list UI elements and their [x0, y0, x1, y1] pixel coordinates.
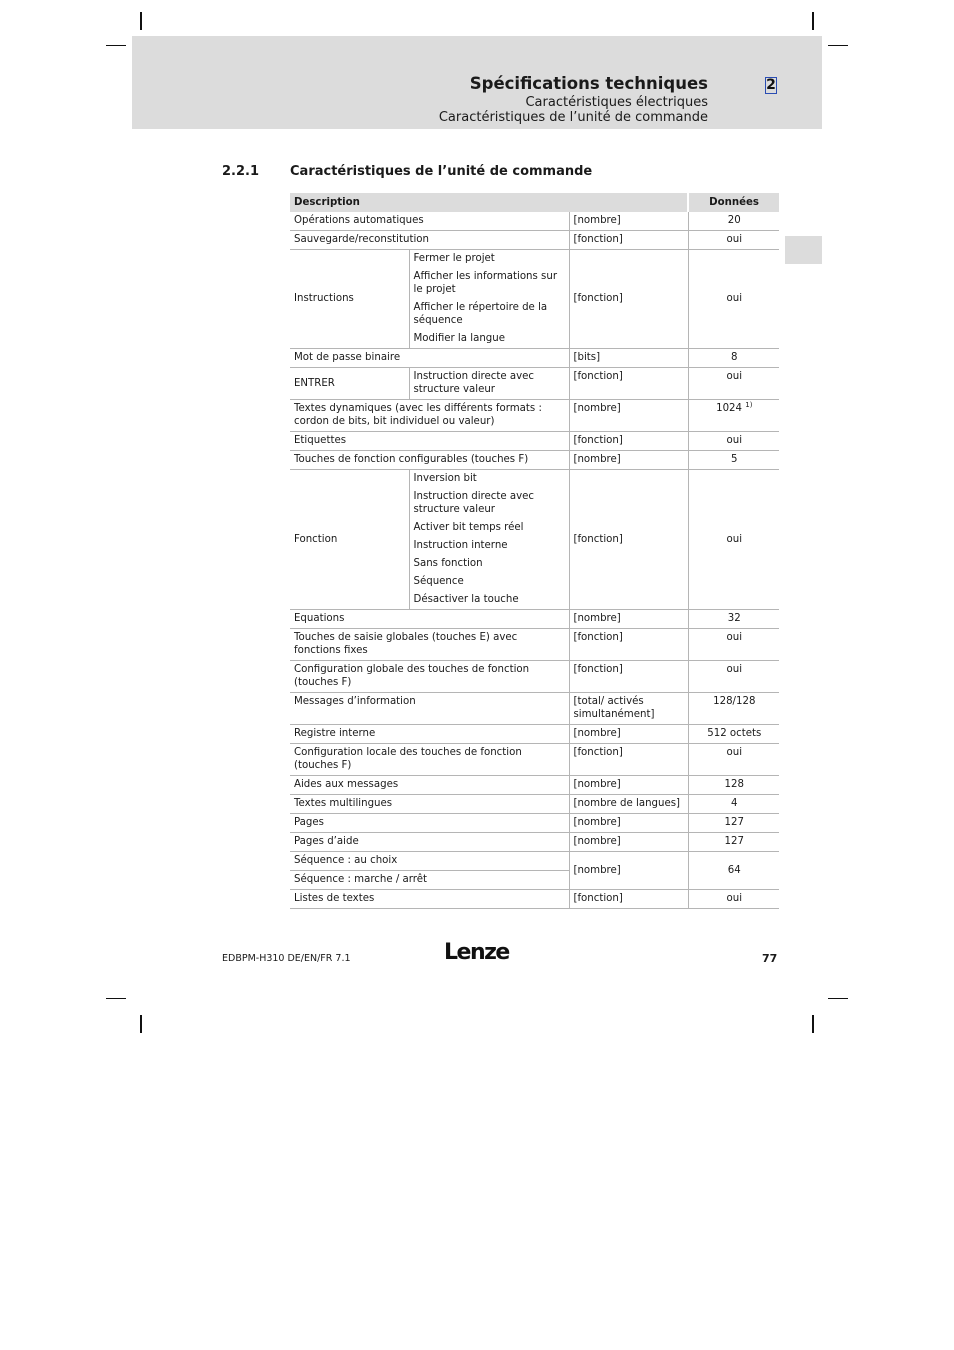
table-row — [290, 814, 779, 833]
cell-unit: [fonction] — [569, 432, 688, 451]
cell-value: 512 octets — [688, 725, 779, 744]
cell-subitems — [409, 470, 569, 610]
table-row — [290, 610, 779, 629]
cell-description: Pages d’aide — [290, 833, 569, 852]
cell-unit: [bits] — [569, 349, 688, 368]
cell-value: oui — [688, 470, 779, 610]
cell-description: Opérations automatiques — [290, 212, 569, 231]
cell-unit: [fonction] — [569, 629, 688, 661]
cell-description: Configuration globale des touches de fonction (touches F) — [290, 661, 569, 693]
cell-description: Touches de fonction configurables (touches F) — [290, 451, 569, 470]
cell-unit: [fonction] — [569, 744, 688, 776]
cell-description: Aides aux messages — [290, 776, 569, 795]
sub-item: Instruction interne — [413, 540, 508, 551]
cell-description: ENTRER — [290, 368, 409, 400]
table-row — [290, 693, 779, 725]
cell-unit: [fonction] — [569, 368, 688, 400]
table-row — [290, 432, 779, 451]
table-row — [290, 349, 779, 368]
table-row — [290, 833, 779, 852]
table-row — [290, 661, 779, 693]
cell-value: 5 — [688, 451, 779, 470]
cell-value: 32 — [688, 610, 779, 629]
cell-subitems — [409, 368, 569, 400]
table-row — [290, 725, 779, 744]
cell-description: Etiquettes — [290, 432, 569, 451]
cell-description: Textes dynamiques (avec les différents formats : cordon de bits, bit individuel ou valeur) — [290, 400, 569, 432]
table-row — [290, 231, 779, 250]
cell-description: Configuration locale des touches de fonction (touches F) — [290, 744, 569, 776]
crop-mark — [106, 45, 126, 46]
table-row — [290, 400, 779, 432]
cell-unit: [nombre] — [569, 610, 688, 629]
crop-mark — [812, 1015, 814, 1033]
footnote-marker: 1) — [745, 401, 753, 409]
side-tab-marker — [785, 236, 822, 264]
cell-unit: [nombre] — [569, 852, 688, 890]
cell-value: 64 — [688, 852, 779, 890]
lenze-logo: Lenze — [444, 940, 509, 965]
cell-value: oui — [688, 890, 779, 909]
section-number: 2.2.1 — [222, 164, 260, 179]
table-header-row — [290, 193, 779, 212]
table-row — [290, 451, 779, 470]
cell-unit: [nombre] — [569, 212, 688, 231]
cell-value: 127 — [688, 814, 779, 833]
cell-unit: [nombre] — [569, 725, 688, 744]
cell-description: Touches de saisie globales (touches E) avec fonctions fixes — [290, 629, 569, 661]
crop-mark — [140, 12, 142, 30]
cell-value: 20 — [688, 212, 779, 231]
crop-mark — [106, 998, 126, 999]
table-row — [290, 744, 779, 776]
cell-description: Mot de passe binaire — [290, 349, 569, 368]
cell-description: Sauvegarde/reconstitution — [290, 231, 569, 250]
table-row — [290, 250, 779, 349]
cell-description: Registre interne — [290, 725, 569, 744]
table-row — [290, 368, 779, 400]
cell-value: 128/128 — [688, 693, 779, 725]
cell-unit: [nombre] — [569, 776, 688, 795]
sub-item: Séquence — [413, 576, 464, 587]
cell-description: Messages d’information — [290, 693, 569, 725]
crop-mark — [828, 45, 848, 46]
sub-item: Instruction directe avec structure valeur — [413, 491, 535, 515]
header-description: Description — [290, 193, 688, 212]
cell-unit: [fonction] — [569, 470, 688, 610]
cell-value: oui — [688, 744, 779, 776]
sub-item: Modifier la langue — [413, 333, 505, 344]
table-row — [290, 776, 779, 795]
page-title: Spécifications techniques — [469, 74, 708, 93]
cell-value — [688, 400, 779, 432]
table-row — [290, 212, 779, 231]
cell-unit: [nombre] — [569, 400, 688, 432]
cell-value: 8 — [688, 349, 779, 368]
header-data: Données — [688, 193, 779, 212]
section-title: Caractéristiques de l’unité de commande — [290, 164, 593, 179]
cell-unit: [fonction] — [569, 231, 688, 250]
cell-value: 128 — [688, 776, 779, 795]
cell-unit: [nombre] — [569, 833, 688, 852]
cell-value: oui — [688, 250, 779, 349]
sub-item: Afficher le répertoire de la séquence — [413, 302, 548, 326]
sub-item: Désactiver la touche — [413, 594, 519, 605]
cell-unit: [fonction] — [569, 661, 688, 693]
cell-description: Fonction — [290, 470, 409, 610]
sub-item: Instruction directe avec structure valeur — [413, 371, 535, 395]
sub-item: Sans fonction — [413, 558, 483, 569]
cell-value: oui — [688, 661, 779, 693]
cell-value: oui — [688, 629, 779, 661]
cell-unit: [fonction] — [569, 890, 688, 909]
cell-value: oui — [688, 231, 779, 250]
cell-unit: [fonction] — [569, 250, 688, 349]
table-row — [290, 795, 779, 814]
table-row — [290, 852, 779, 871]
cell-unit: [total/ activés simultanément] — [569, 693, 688, 725]
sub-item: Activer bit temps réel — [413, 522, 524, 533]
cell-value: 127 — [688, 833, 779, 852]
cell-unit: [nombre de langues] — [569, 795, 688, 814]
cell-description: Séquence : marche / arrêt — [290, 871, 569, 890]
table-row — [290, 890, 779, 909]
cell-description: Pages — [290, 814, 569, 833]
chapter-badge: 2 — [766, 77, 776, 93]
page-subtitle-2: Caractéristiques de l’unité de commande — [438, 110, 708, 125]
value-text: 1024 — [716, 403, 743, 414]
table-row — [290, 470, 779, 610]
crop-mark — [140, 1015, 142, 1033]
crop-mark — [812, 12, 814, 30]
sub-item: Afficher les informations sur le projet — [413, 271, 558, 295]
cell-description: Séquence : au choix — [290, 852, 569, 871]
cell-value: oui — [688, 368, 779, 400]
cell-description: Equations — [290, 610, 569, 629]
cell-unit: [nombre] — [569, 814, 688, 833]
cell-value: 4 — [688, 795, 779, 814]
spec-table — [290, 193, 779, 909]
page-subtitle-1: Caractéristiques électriques — [525, 95, 708, 110]
crop-mark — [828, 998, 848, 999]
table-row — [290, 629, 779, 661]
cell-subitems — [409, 250, 569, 349]
document-code: EDBPM-H310 DE/EN/FR 7.1 — [222, 953, 351, 964]
cell-description: Textes multilingues — [290, 795, 569, 814]
sub-item: Fermer le projet — [413, 253, 495, 264]
cell-description: Listes de textes — [290, 890, 569, 909]
page-number: 77 — [762, 952, 778, 965]
cell-unit: [nombre] — [569, 451, 688, 470]
sub-item: Inversion bit — [413, 473, 477, 484]
cell-value: oui — [688, 432, 779, 451]
cell-description: Instructions — [290, 250, 409, 349]
